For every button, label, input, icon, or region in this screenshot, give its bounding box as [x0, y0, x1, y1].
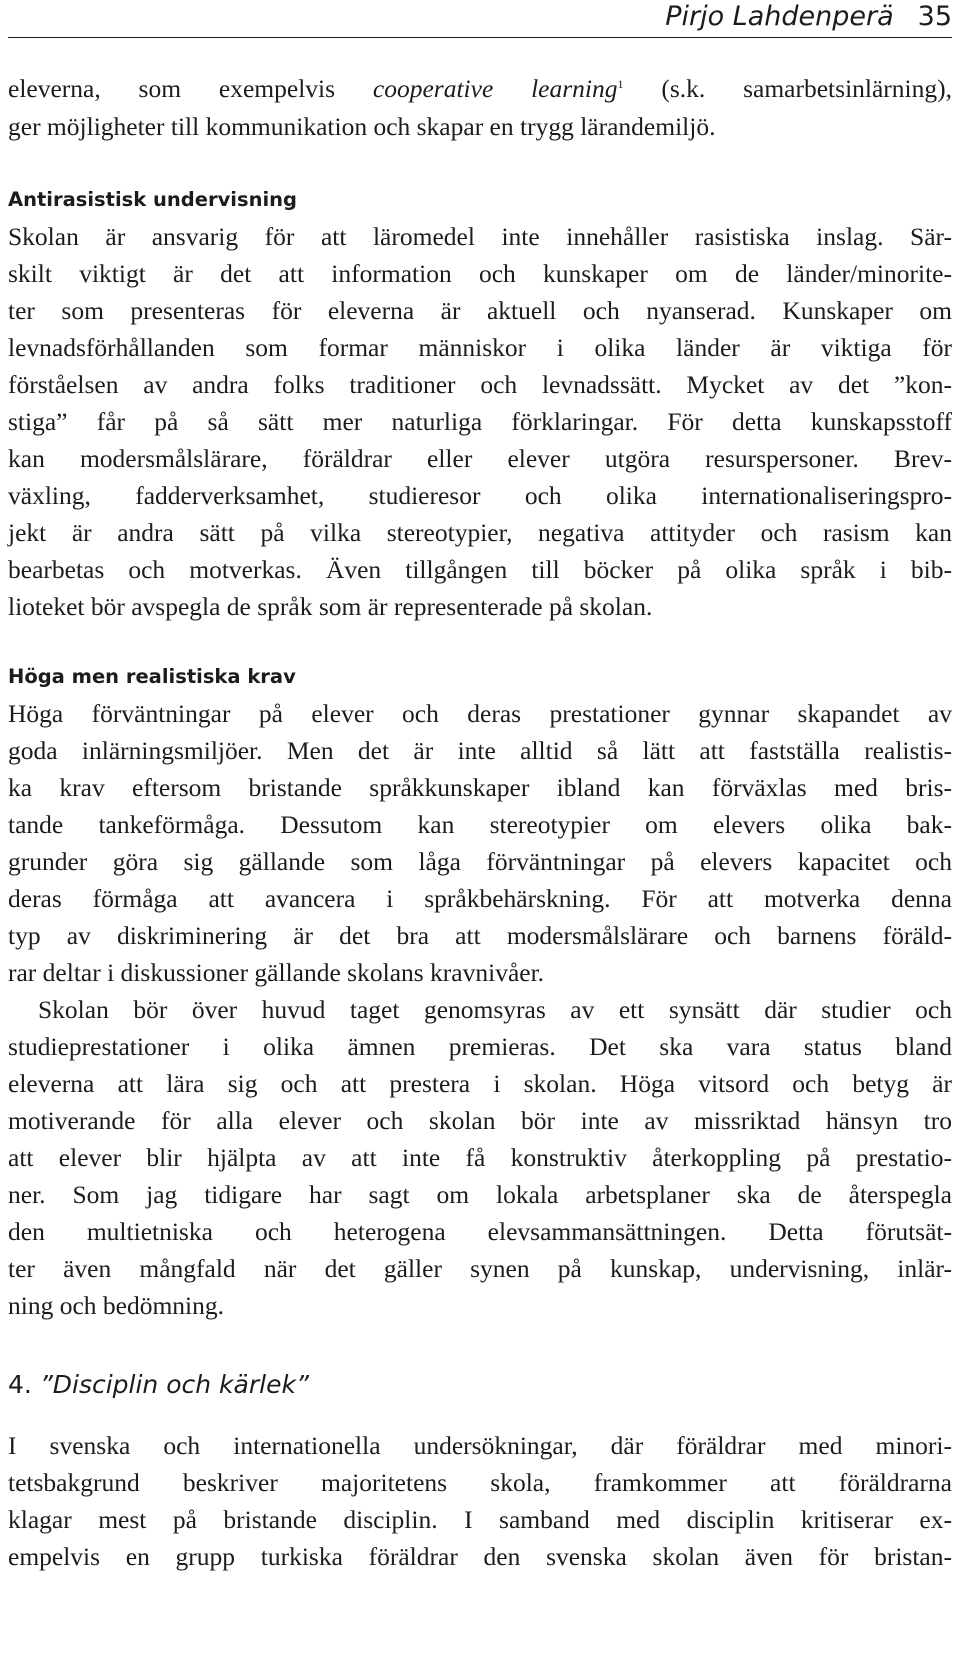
text-line: ger möjligheter till kommunikation och skapar en trygg lärandemiljö. [8, 112, 716, 141]
text-line: grunder göra sig gällande som låga förväntningar på elevers kapacitet och [8, 847, 952, 876]
footnote-marker: 1 [617, 77, 624, 91]
text-line: lioteket bör avspegla de språk som är representerade på skolan. [8, 592, 653, 621]
chapter-title: ”Disciplin och kärlek” [39, 1370, 309, 1399]
text-line: eleverna, som exempelvis cooperative learning$^1$ (s.k. samarbetsinlärning), [8, 74, 953, 103]
page-number: 35 [917, 1, 952, 32]
running-head [12, 0, 952, 40]
text-line: kan modersmålslärare, föräldrar eller elever utgöra resurspersoner. Brev- [8, 444, 952, 473]
text-line: förståelsen av andra folks traditioner och levnadssätt. Mycket av det ”kon- [8, 370, 952, 399]
text-line: eleverna att lära sig och att prestera i skolan. Höga vitsord och betyg är [8, 1069, 952, 1098]
text-line: empelvis en grupp turkiska föräldrar den svenska skolan även för bristan- [8, 1542, 952, 1571]
text-line: ter även mångfald när det gäller synen på kunskap, undervisning, inlär- [8, 1254, 952, 1283]
text-line: att elever blir hjälpta av att inte få konstruktiv återkoppling på prestatio- [8, 1143, 952, 1172]
text-line: Höga förväntningar på elever och deras prestationer gynnar skapandet av [8, 699, 952, 728]
text-line: ner. Som jag tidigare har sagt om lokala arbetsplaner ska de återspegla [8, 1180, 952, 1209]
text-line: studieprestationer i olika ämnen premieras. Det ska vara status bland [8, 1032, 952, 1061]
text-line: motiverande för alla elever och skolan bör inte av missriktad hänsyn tro [8, 1106, 952, 1135]
text-line: ka krav eftersom bristande språkkunskaper ibland kan förväxlas med bris- [8, 773, 952, 802]
text-line: rar deltar i diskussioner gällande skolans kravnivåer. [8, 958, 545, 987]
text-line: klagar mest på bristande disciplin. I samband med disciplin kritiserar ex- [8, 1505, 952, 1534]
text-line: växling, fadderverksamhet, studieresor och olika internationaliseringspro- [8, 481, 952, 510]
chapter-heading [8, 1365, 952, 1405]
text-line: skilt viktigt är det att information och kunskaper om de länder/minorite- [8, 259, 952, 288]
text-line: jekt är andra sätt på vilka stereotypier, negativa attityder och rasism kan [8, 518, 952, 547]
text-line: tetsbakgrund beskriver majoritetens skola, framkommer att föräldrarna [8, 1468, 952, 1497]
text-line: ter som presenteras för eleverna är aktuell och nyanserad. Kunskaper om [8, 296, 952, 325]
section-heading: Antirasistisk undervisning [8, 188, 297, 211]
section-heading: Höga men realistiska krav [8, 665, 296, 688]
author-name: Pirjo Lahdenperä [665, 1, 894, 32]
text-line: stiga” får på så sätt mer naturliga förklaringar. För detta kunskapsstoff [8, 407, 952, 436]
text-line: deras förmåga att avancera i språkbehärskning. För att motverka denna [8, 884, 952, 913]
text-line: tande tankeförmåga. Dessutom kan stereotypier om elevers olika bak- [8, 810, 952, 839]
text-line-indented: Skolan bör över huvud taget genomsyras av ett synsätt där studier och [38, 995, 952, 1024]
text-line: ning och bedömning. [8, 1291, 225, 1320]
text-line: typ av diskriminering är det bra att modersmålslärare och barnens föräld- [8, 921, 952, 950]
text-line: den multietniska och heterogena elevsammansättningen. Detta förutsät- [8, 1217, 952, 1246]
text-line: bearbetas och motverkas. Även tillgången till böcker på olika språk i bib- [8, 555, 952, 584]
text-line: Skolan är ansvarig för att läromedel inte innehåller rasistiska inslag. Sär- [8, 222, 952, 251]
text-line: I svenska och internationella undersökningar, där föräldrar med minori- [8, 1431, 952, 1460]
chapter-number: 4. [8, 1370, 32, 1399]
header-rule [8, 37, 952, 38]
text-line: levnadsförhållanden som formar människor i olika länder är viktiga för [8, 333, 952, 362]
text-line: goda inlärningsmiljöer. Men det är inte alltid så lätt att fastställa realistis- [8, 736, 952, 765]
